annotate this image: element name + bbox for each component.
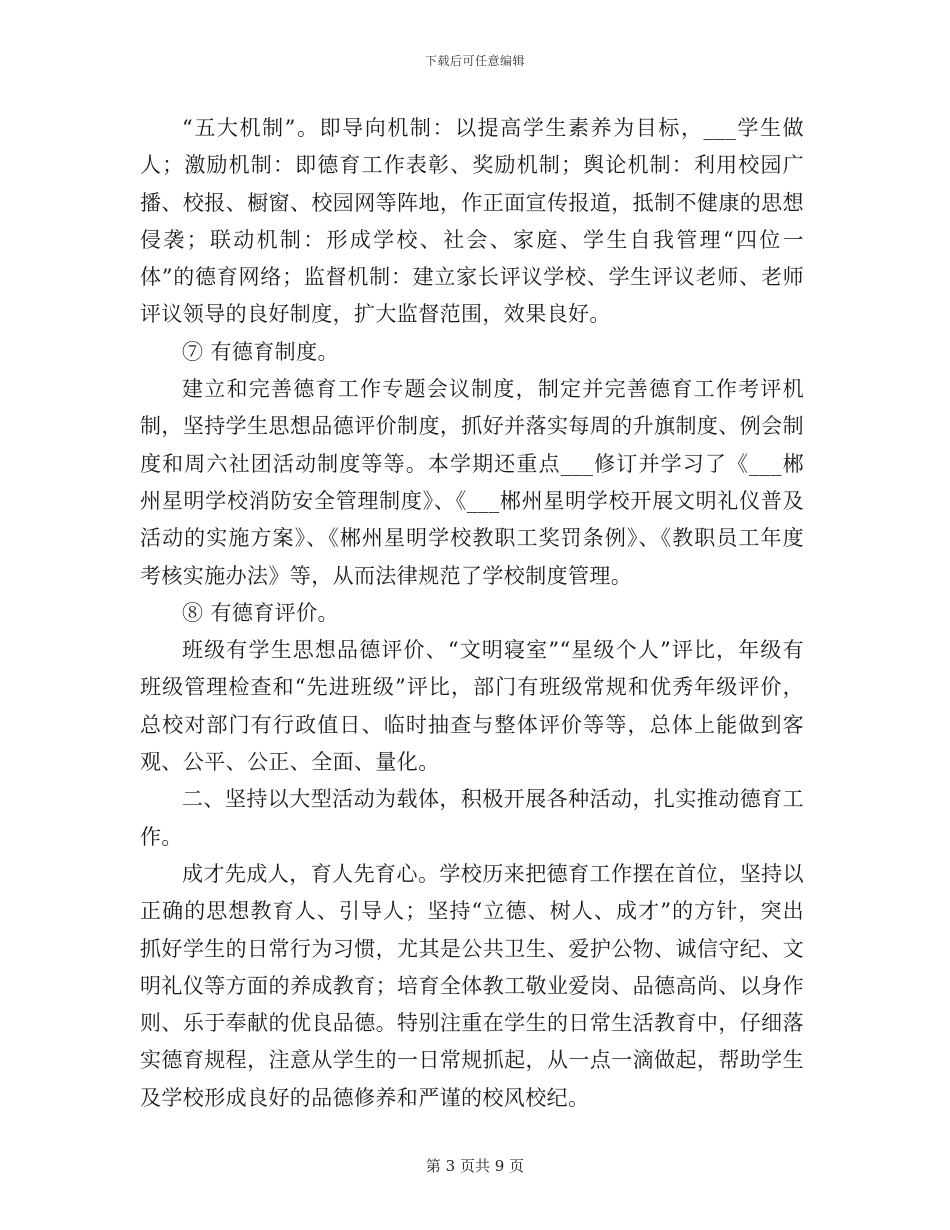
section-heading-activities: 二、坚持以大型活动为载体，积极开展各种活动，扎实推动德育工作。 <box>140 787 804 849</box>
page-header: 下载后可任意编辑 <box>424 54 525 68</box>
paragraph-mechanisms: “五大机制”。即导向机制：以提高学生素养为目标，___学生做人；激励机制：即德育工作表彰、奖励机制；舆论机制：利用校园广播、校报、橱窗、校园网等阵地，作正面宣传报道，抵制不健康的思想侵袭；联动机制：形成学校、社会、家庭、学生自我管理“四位一体”的德育网络；监督机制：建立家长评议学校、学生评议老师、老师评议领导的良好制度，扩大监督范围，效果良好。 <box>140 116 804 327</box>
paragraph-moral-system: 建立和完善德育工作专题会议制度，制定并完善德育工作考评机制，坚持学生思想品德评价制度，抓好并落实每周的升旗制度、例会制度和周六社团活动制度等等。本学期还重点___修订并学习了《___郴州星明学校消防安全管理制度》、《___郴州星明学校开展文明礼仪普及活动的实施方案》、《郴州星明学校教职工奖罚条例》、《教职员工年度考核实施办法》等，从而法律规范了学校制度管理。 <box>140 377 804 588</box>
heading-moral-system: ⑦ 有德育制度。 <box>182 339 339 364</box>
heading-moral-evaluation: ⑧ 有德育评价。 <box>182 600 339 625</box>
page-number: 第 3 页共 9 页 <box>425 1157 525 1175</box>
document-body <box>140 110 804 1117</box>
paragraph-activities: 成才先成人，育人先育心。学校历来把德育工作摆在首位，坚持以正确的思想教育人、引导人；坚持“立德、树人、成才”的方针，突出抓好学生的日常行为习惯，尤其是公共卫生、爱护公物、诚信守纪、文明礼仪等方面的养成教育；培育全体教工敬业爱岗、品德高尚、以身作则、乐于奉献的优良品德。特别注重在学生的日常生活教育中，仔细落实德育规程，注意从学生的一日常规抓起，从一点一滴做起，帮助学生及学校形成良好的品德修养和严谨的校风校纪。 <box>140 861 804 1110</box>
paragraph-moral-evaluation: 班级有学生思想品德评价、“文明寝室”“星级个人”评比，年级有班级管理检查和“先进班级”评比，部门有班级常规和优秀年级评价，总校对部门有行政值日、临时抽查与整体评价等等，总体上能做到客观、公平、公正、全面、量化。 <box>140 638 804 775</box>
